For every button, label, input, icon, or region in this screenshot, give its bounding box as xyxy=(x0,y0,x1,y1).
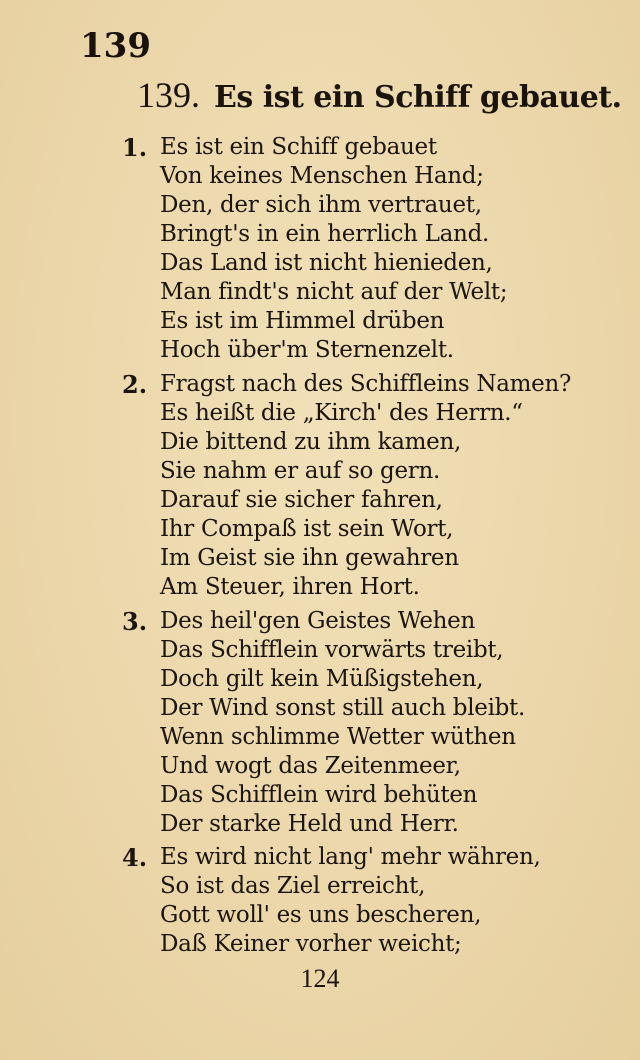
verse-number: 3. xyxy=(122,607,148,636)
verse-line: Es ist ein Schiff gebauet xyxy=(160,134,437,160)
running-head-page-number: 139 xyxy=(80,26,151,66)
verse-line: Am Steuer, ihren Hort. xyxy=(160,574,420,600)
verse-line: Der starke Held und Herr. xyxy=(160,811,459,837)
verse-lines xyxy=(160,370,571,602)
verse-line: Fragst nach des Schiffleins Namen? xyxy=(160,371,572,397)
verse-line: Das Schifflein wird behüten xyxy=(160,782,478,808)
verse-line: Die bittend zu ihm kamen, xyxy=(160,429,461,455)
verse-line: Im Geist sie ihn gewahren xyxy=(160,545,459,571)
verse-line: Es heißt die „Kirch' des Herrn.“ xyxy=(160,400,523,426)
verse-number: 1. xyxy=(122,133,148,162)
verse-line: Darauf sie sicher fahren, xyxy=(160,487,443,513)
verse-line: Das Land ist nicht hienieden, xyxy=(160,250,493,276)
verse-line: Es wird nicht lang' mehr währen, xyxy=(160,844,541,870)
verse-number: 4. xyxy=(122,843,148,872)
verse-line: Daß Keiner vorher weicht; xyxy=(160,931,462,957)
verse-lines xyxy=(160,607,525,839)
hymn-number: 139. xyxy=(137,75,200,115)
verse-line: Den, der sich ihm vertrauet, xyxy=(160,192,482,218)
verse-line: Von keines Menschen Hand; xyxy=(160,163,484,189)
verse-line: Wenn schlimme Wetter wüthen xyxy=(160,724,516,750)
footer-page-number: 124 xyxy=(300,964,340,993)
verse-line: Hoch über'm Sternenzelt. xyxy=(160,337,454,363)
verse-line: Der Wind sonst still auch bleibt. xyxy=(160,695,525,721)
verse-line: Sie nahm er auf so gern. xyxy=(160,458,440,484)
verse-line: Ihr Compaß ist sein Wort, xyxy=(160,516,454,542)
verse-line: So ist das Ziel erreicht, xyxy=(160,873,426,899)
verse-line: Man findt's nicht auf der Welt; xyxy=(160,279,508,305)
verse-line: Bringt's in ein herrlich Land. xyxy=(160,221,490,247)
verse-line: Das Schifflein vorwärts treibt, xyxy=(160,637,504,663)
verse-lines xyxy=(160,843,541,959)
verse-line: Es ist im Himmel drüben xyxy=(160,308,445,334)
verse-line: Und wogt das Zeitenmeer, xyxy=(160,753,461,779)
verse-number: 2. xyxy=(122,370,148,399)
hymn-title-text: Es ist ein Schiff gebauet. xyxy=(214,80,622,115)
hymn-title xyxy=(137,74,622,116)
verse-lines xyxy=(160,133,507,365)
verse-line: Gott woll' es uns bescheren, xyxy=(160,902,482,928)
verse-line: Des heil'gen Geistes Wehen xyxy=(160,608,476,634)
verse-line: Doch gilt kein Müßigstehen, xyxy=(160,666,484,692)
